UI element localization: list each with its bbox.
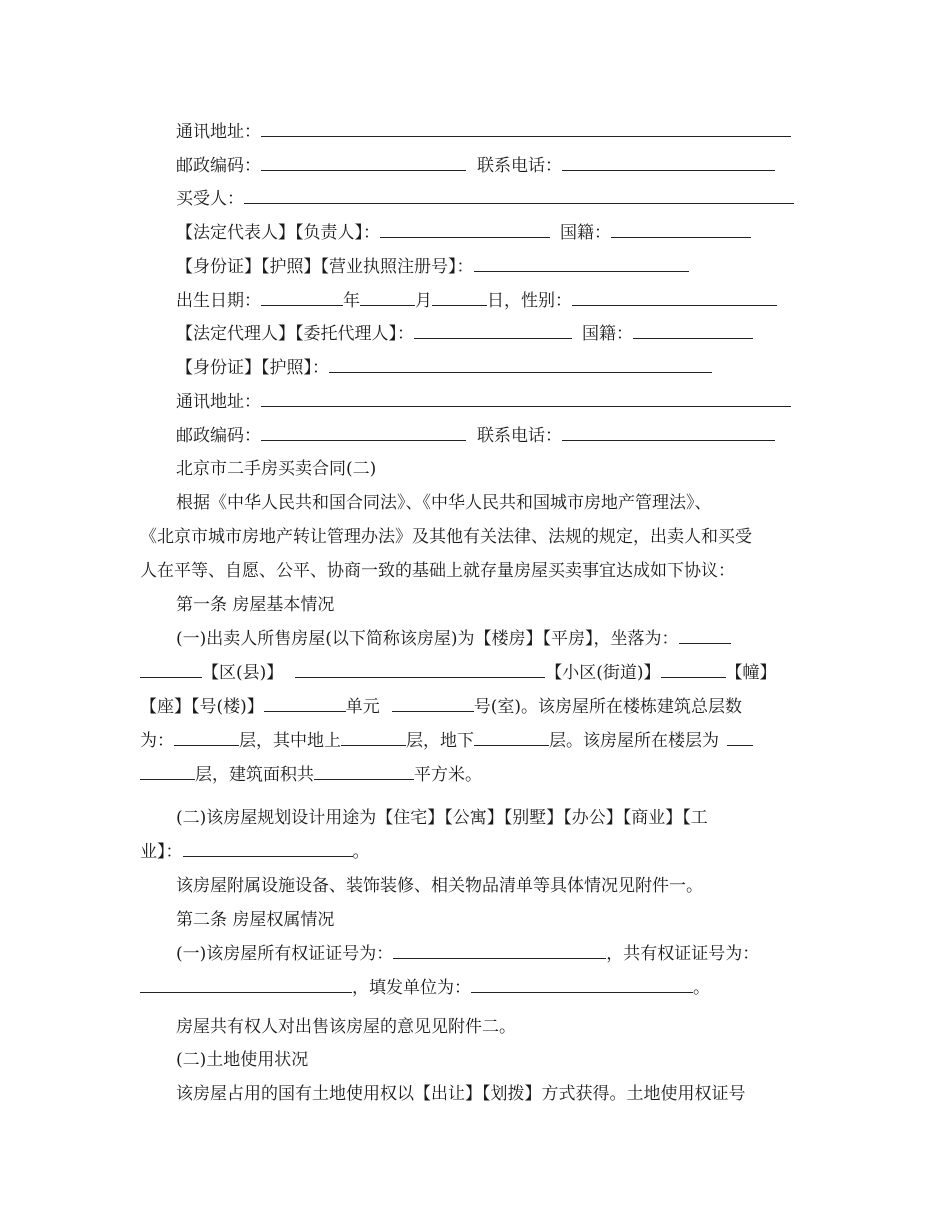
ownership-cert-label: (一)该房屋所有权证证号为： xyxy=(176,944,394,964)
month-label: 月 xyxy=(415,291,432,311)
article-1-item-1 xyxy=(176,627,731,651)
legal-rep-label: 【法定代表人】【负责人】： xyxy=(176,223,380,243)
ownership-cert-line xyxy=(176,942,759,966)
room-label: 号(室)。该房屋所在楼栋建筑总层数 xyxy=(473,697,743,717)
location-blank-2[interactable] xyxy=(140,661,202,678)
issuer-blank[interactable] xyxy=(471,976,693,993)
preamble-line-1 xyxy=(176,491,712,515)
birth-line xyxy=(176,289,777,313)
article-1-heading-text: 第一条 房屋基本情况 xyxy=(176,595,335,615)
ownership-cert-cont xyxy=(140,976,710,1000)
community-label: 【小区(街道)】 xyxy=(545,663,661,683)
id-blank[interactable] xyxy=(474,255,689,272)
community-blank[interactable] xyxy=(661,661,726,678)
article-2-heading xyxy=(176,908,334,932)
phone-blank[interactable] xyxy=(562,154,775,171)
birth-label: 出生日期： xyxy=(176,291,261,311)
area-blank[interactable] xyxy=(314,763,414,780)
area-label: 层，建筑面积共 xyxy=(195,765,314,785)
below-ground-blank[interactable] xyxy=(474,729,549,746)
land-use-line xyxy=(176,1082,746,1106)
co-ownership-blank[interactable] xyxy=(140,976,352,993)
postcode-label: 邮政编码： xyxy=(176,156,261,176)
buyer-postcode-blank[interactable] xyxy=(261,424,466,441)
preamble-line-2 xyxy=(140,525,752,549)
birth-year-blank[interactable] xyxy=(261,289,343,306)
article-1-unit-line xyxy=(140,695,742,719)
article-1-heading xyxy=(176,593,334,617)
birth-month-blank[interactable] xyxy=(360,289,415,306)
usage-period: 。 xyxy=(352,842,370,862)
preamble-text-1: 根据《中华人民共和国合同法》、《中华人民共和国城市房地产管理法》、 xyxy=(176,493,712,513)
issuer-period: 。 xyxy=(693,978,710,998)
buyer-address-line xyxy=(176,390,791,414)
birth-day-blank[interactable] xyxy=(432,289,487,306)
agent-nationality-blank[interactable] xyxy=(633,322,753,339)
agent-label: 【法定代理人】【委托代理人】： xyxy=(176,324,414,344)
co-ownership-label: ，共有权证证号为： xyxy=(606,944,760,964)
usage-blank[interactable] xyxy=(183,840,353,857)
item-1-text: (一)出卖人所售房屋(以下简称该房屋)为【楼房】【平房】，坐落为： xyxy=(176,629,679,649)
buyer-postcode-line xyxy=(176,424,775,448)
nationality-blank[interactable] xyxy=(611,221,751,238)
buyer-phone-blank[interactable] xyxy=(562,424,775,441)
preamble-text-2: 《北京市城市房地产转让管理办法》及其他有关法律、法规的规定，出卖人和买受 xyxy=(140,527,752,547)
district-label: 【区(县)】 xyxy=(202,663,284,683)
room-blank[interactable] xyxy=(392,695,474,712)
buyer-postcode-label: 邮政编码： xyxy=(176,426,261,446)
above-ground-blank[interactable] xyxy=(341,729,406,746)
contract-title-text: 北京市二手房买卖合同(二) xyxy=(176,459,377,479)
square-meter-label: 平方米。 xyxy=(414,765,482,785)
contract-title xyxy=(176,457,376,481)
floor-blank-2[interactable] xyxy=(140,763,195,780)
article-2-heading-text: 第二条 房屋权属情况 xyxy=(176,910,335,930)
below-ground-label: 层，地下 xyxy=(406,731,474,751)
land-use-heading xyxy=(176,1048,308,1072)
buyer-label: 买受人： xyxy=(176,189,244,209)
agent-nationality-label: 国籍： xyxy=(582,324,633,344)
gender-blank[interactable] xyxy=(572,289,777,306)
year-label: 年 xyxy=(343,291,360,311)
buyer-line xyxy=(176,187,794,211)
issuer-label: ，填发单位为： xyxy=(352,978,471,998)
article-1-floors-line xyxy=(140,729,753,753)
land-use-text: 该房屋占用的国有土地使用权以【出让】【划拨】方式获得。土地使用权证号 xyxy=(176,1084,746,1104)
agent-line xyxy=(176,322,753,346)
floors-prefix: 为： xyxy=(140,731,174,751)
article-1-item-2-cont xyxy=(140,840,370,864)
total-floors-blank[interactable] xyxy=(174,729,239,746)
seat-number-label: 【座】【号(楼)】 xyxy=(140,697,264,717)
usage-cont-label: 业】： xyxy=(140,842,183,862)
address-blank[interactable] xyxy=(261,120,791,137)
id-label: 【身份证】【护照】【营业执照注册号】： xyxy=(176,257,474,277)
unit-blank[interactable] xyxy=(264,695,346,712)
id-line xyxy=(176,255,689,279)
postcode-blank[interactable] xyxy=(261,154,466,171)
phone-label: 联系电话： xyxy=(477,156,562,176)
legal-rep-blank[interactable] xyxy=(380,221,550,238)
address-label: 通讯地址： xyxy=(176,122,261,142)
land-use-heading-text: (二)土地使用状况 xyxy=(176,1050,309,1070)
attachment-2-text: 房屋共有权人对出售该房屋的意见见附件二。 xyxy=(176,1017,516,1037)
attachment-1-text: 该房屋附属设施设备、装饰装修、相关物品清单等具体情况见附件一。 xyxy=(176,876,703,896)
floor-of-house-label: 层。该房屋所在楼层为 xyxy=(549,731,719,751)
agent-id-blank[interactable] xyxy=(329,356,712,373)
nationality-label: 国籍： xyxy=(560,223,611,243)
floor-blank-1[interactable] xyxy=(727,729,753,746)
preamble-text-3: 人在平等、自愿、公平、协商一致的基础上就存量房屋买卖事宜达成如下协议： xyxy=(140,561,735,581)
agent-id-label: 【身份证】【护照】： xyxy=(176,358,329,378)
attachment-1-line xyxy=(176,874,703,898)
buyer-blank[interactable] xyxy=(244,187,794,204)
agent-id-line xyxy=(176,356,712,380)
preamble-line-3 xyxy=(140,559,735,583)
buyer-address-blank[interactable] xyxy=(261,390,791,407)
attachment-2-line xyxy=(176,1015,516,1039)
article-1-location-line xyxy=(140,661,777,685)
district-blank[interactable] xyxy=(295,661,545,678)
buyer-phone-label: 联系电话： xyxy=(477,426,562,446)
article-1-item-2 xyxy=(176,806,708,830)
ownership-cert-blank[interactable] xyxy=(393,942,606,959)
seller-address-line xyxy=(176,120,791,144)
buyer-address-label: 通讯地址： xyxy=(176,392,261,412)
location-blank-1[interactable] xyxy=(679,627,731,644)
agent-blank[interactable] xyxy=(414,322,572,339)
seller-postcode-line xyxy=(176,154,775,178)
above-ground-label: 层，其中地上 xyxy=(239,731,341,751)
usage-text: (二)该房屋规划设计用途为【住宅】【公寓】【别墅】【办公】【商业】【工 xyxy=(176,808,708,828)
article-1-area-line xyxy=(140,763,482,787)
legal-rep-line xyxy=(176,221,751,245)
building-label: 【幢】 xyxy=(725,663,777,683)
unit-label: 单元 xyxy=(345,697,380,717)
day-gender-label: 日，性别： xyxy=(487,291,572,311)
